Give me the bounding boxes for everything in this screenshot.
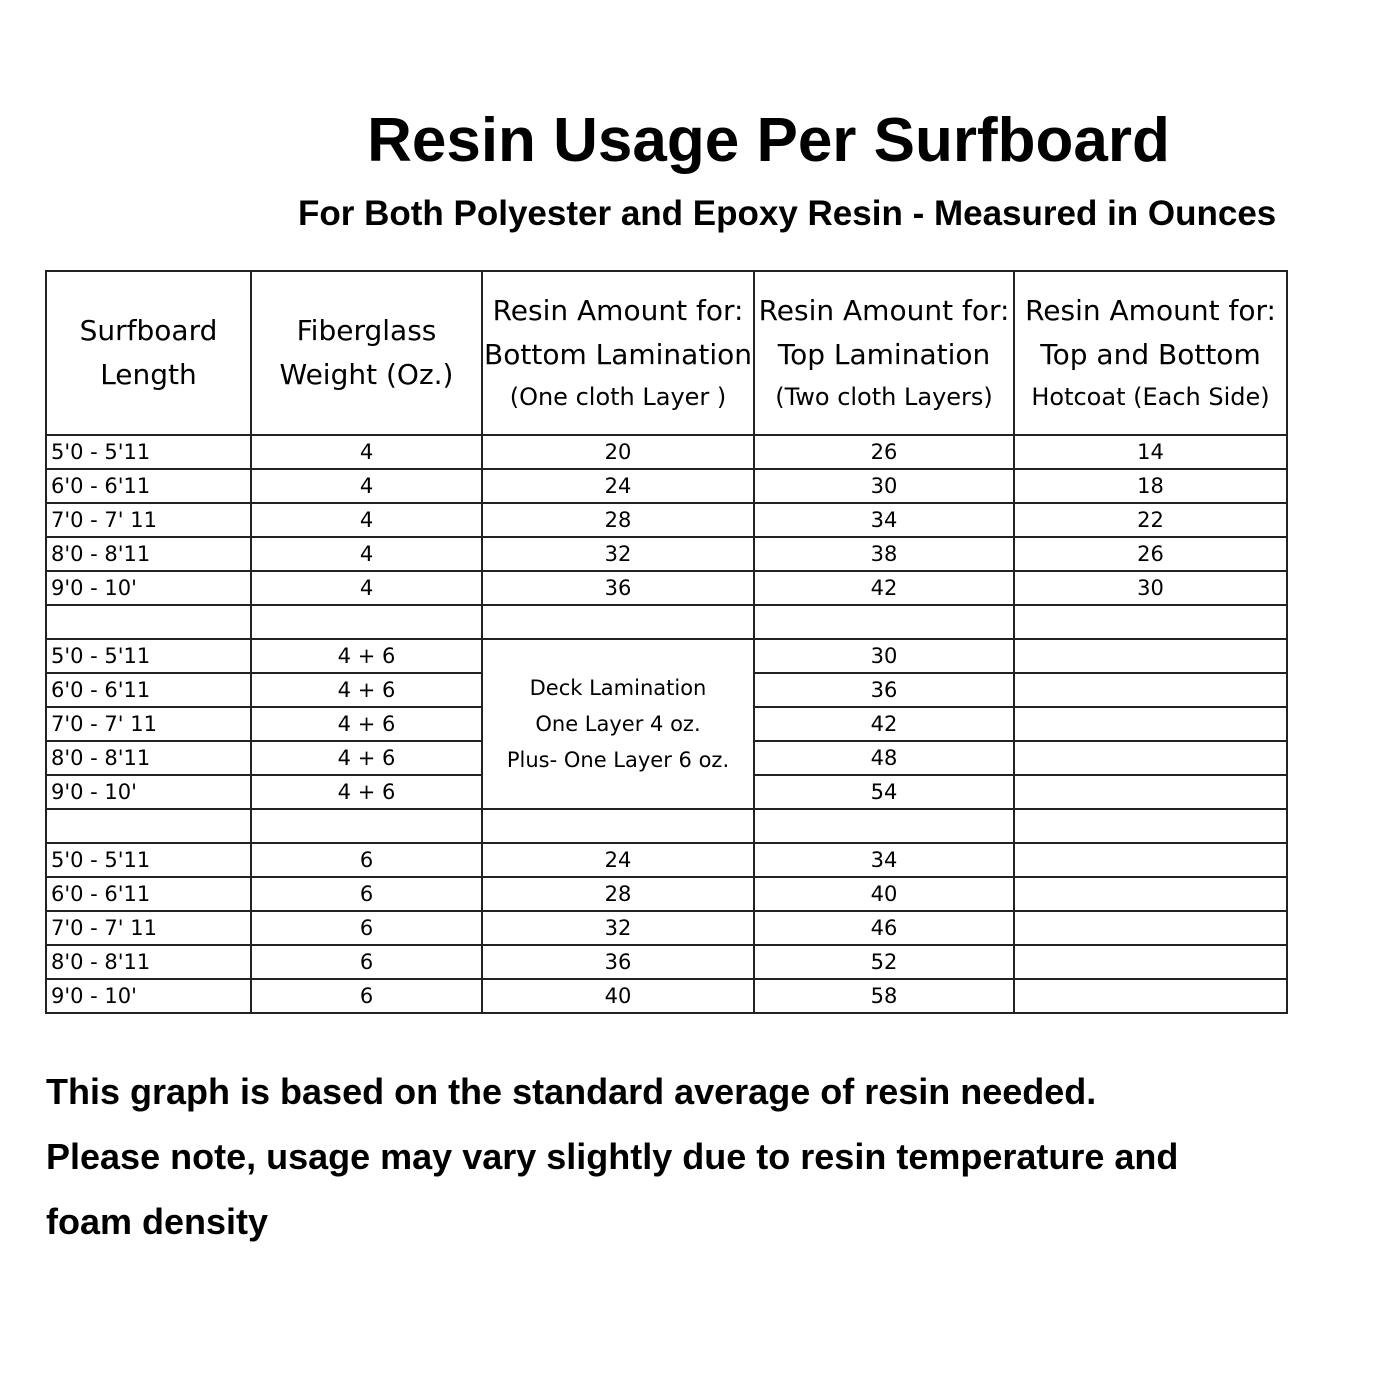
note-line-2: Please note, usage may vary slightly due to resin temperature and bbox=[46, 1136, 1179, 1177]
header-top-lamination bbox=[754, 271, 1014, 435]
table-row bbox=[46, 911, 1287, 945]
cell-weight: 4 bbox=[251, 435, 482, 469]
note-line-1: This graph is based on the standard average of resin needed. bbox=[46, 1071, 1097, 1112]
empty-cell bbox=[251, 809, 482, 843]
cell-length: 7'0 - 7' 11 bbox=[46, 707, 251, 741]
cell-hotcoat bbox=[1014, 775, 1287, 809]
cell-length: 6'0 - 6'11 bbox=[46, 469, 251, 503]
cell-weight: 4 + 6 bbox=[251, 707, 482, 741]
header-line: Weight (Oz.) bbox=[279, 358, 454, 391]
cell-hotcoat bbox=[1014, 877, 1287, 911]
cell-hotcoat: 30 bbox=[1014, 571, 1287, 605]
header-line: Resin Amount for: bbox=[492, 294, 744, 327]
cell-top-lamination: 42 bbox=[754, 571, 1014, 605]
cell-top-lamination: 30 bbox=[754, 469, 1014, 503]
cell-hotcoat bbox=[1014, 639, 1287, 673]
cell-hotcoat: 18 bbox=[1014, 469, 1287, 503]
deck-note-line: One Layer 4 oz. bbox=[535, 712, 701, 736]
cell-length: 6'0 - 6'11 bbox=[46, 877, 251, 911]
empty-cell bbox=[754, 605, 1014, 639]
header-line: Top and Bottom bbox=[1040, 338, 1261, 371]
header-surfboard-length bbox=[46, 271, 251, 435]
table-row bbox=[46, 877, 1287, 911]
cell-hotcoat bbox=[1014, 945, 1287, 979]
header-subline: (Two cloth Layers) bbox=[775, 383, 993, 411]
cell-bottom-lamination: 28 bbox=[482, 877, 754, 911]
cell-hotcoat bbox=[1014, 707, 1287, 741]
cell-hotcoat: 22 bbox=[1014, 503, 1287, 537]
header-line: Resin Amount for: bbox=[1025, 294, 1276, 327]
empty-cell bbox=[46, 809, 251, 843]
cell-weight: 4 bbox=[251, 571, 482, 605]
cell-bottom-lamination: 24 bbox=[482, 469, 754, 503]
table-row bbox=[46, 945, 1287, 979]
header-line: Resin Amount for: bbox=[758, 294, 1010, 327]
table-row bbox=[46, 537, 1287, 571]
cell-length: 8'0 - 8'11 bbox=[46, 537, 251, 571]
cell-top-lamination: 58 bbox=[754, 979, 1014, 1013]
cell-top-lamination: 52 bbox=[754, 945, 1014, 979]
deck-lamination-note bbox=[482, 639, 754, 809]
table-row bbox=[46, 843, 1287, 877]
cell-length: 5'0 - 5'11 bbox=[46, 639, 251, 673]
empty-cell bbox=[754, 809, 1014, 843]
header-line: Length bbox=[100, 358, 197, 391]
cell-hotcoat bbox=[1014, 673, 1287, 707]
cell-weight: 4 + 6 bbox=[251, 775, 482, 809]
page-title: Resin Usage Per Surfboard bbox=[367, 106, 1170, 175]
cell-bottom-lamination: 24 bbox=[482, 843, 754, 877]
table-row bbox=[46, 639, 1287, 673]
header-fiberglass-weight bbox=[251, 271, 482, 435]
cell-bottom-lamination: 32 bbox=[482, 911, 754, 945]
table-row bbox=[46, 979, 1287, 1013]
header-subline: Hotcoat (Each Side) bbox=[1031, 383, 1270, 411]
header-hotcoat bbox=[1014, 271, 1287, 435]
cell-length: 9'0 - 10' bbox=[46, 571, 251, 605]
cell-length: 8'0 - 8'11 bbox=[46, 741, 251, 775]
cell-weight: 4 bbox=[251, 503, 482, 537]
cell-length: 9'0 - 10' bbox=[46, 979, 251, 1013]
cell-bottom-lamination: 36 bbox=[482, 945, 754, 979]
empty-cell bbox=[1014, 809, 1287, 843]
cell-weight: 4 + 6 bbox=[251, 741, 482, 775]
cell-length: 7'0 - 7' 11 bbox=[46, 911, 251, 945]
deck-note-line: Plus- One Layer 6 oz. bbox=[506, 748, 730, 772]
deck-note-line: Deck Lamination bbox=[529, 676, 707, 700]
cell-weight: 6 bbox=[251, 979, 482, 1013]
cell-hotcoat bbox=[1014, 843, 1287, 877]
cell-length: 8'0 - 8'11 bbox=[46, 945, 251, 979]
header-line: Surfboard bbox=[79, 314, 218, 347]
cell-hotcoat bbox=[1014, 911, 1287, 945]
cell-length: 9'0 - 10' bbox=[46, 775, 251, 809]
cell-hotcoat bbox=[1014, 979, 1287, 1013]
empty-cell bbox=[1014, 605, 1287, 639]
cell-weight: 6 bbox=[251, 843, 482, 877]
cell-top-lamination: 34 bbox=[754, 843, 1014, 877]
table-row bbox=[46, 503, 1287, 537]
cell-length: 6'0 - 6'11 bbox=[46, 673, 251, 707]
cell-top-lamination: 38 bbox=[754, 537, 1014, 571]
cell-top-lamination: 36 bbox=[754, 673, 1014, 707]
cell-top-lamination: 30 bbox=[754, 639, 1014, 673]
spacer-row bbox=[46, 809, 1287, 843]
cell-top-lamination: 40 bbox=[754, 877, 1014, 911]
cell-length: 5'0 - 5'11 bbox=[46, 843, 251, 877]
header-line: Fiberglass bbox=[296, 314, 437, 347]
cell-weight: 6 bbox=[251, 945, 482, 979]
header-subline: (One cloth Layer ) bbox=[509, 383, 727, 411]
cell-bottom-lamination: 32 bbox=[482, 537, 754, 571]
cell-bottom-lamination: 20 bbox=[482, 435, 754, 469]
cell-top-lamination: 54 bbox=[754, 775, 1014, 809]
cell-weight: 4 bbox=[251, 469, 482, 503]
cell-top-lamination: 34 bbox=[754, 503, 1014, 537]
cell-length: 7'0 - 7' 11 bbox=[46, 503, 251, 537]
header-bottom-lamination bbox=[482, 271, 754, 435]
empty-cell bbox=[482, 809, 754, 843]
empty-cell bbox=[482, 605, 754, 639]
cell-weight: 6 bbox=[251, 911, 482, 945]
note-line-3: foam density bbox=[46, 1201, 269, 1242]
cell-bottom-lamination: 40 bbox=[482, 979, 754, 1013]
cell-bottom-lamination: 36 bbox=[482, 571, 754, 605]
cell-weight: 6 bbox=[251, 877, 482, 911]
table-header-row bbox=[46, 271, 1287, 435]
spacer-row bbox=[46, 605, 1287, 639]
cell-top-lamination: 46 bbox=[754, 911, 1014, 945]
cell-top-lamination: 42 bbox=[754, 707, 1014, 741]
cell-weight: 4 bbox=[251, 537, 482, 571]
page-subtitle: For Both Polyester and Epoxy Resin - Measured in Ounces bbox=[298, 194, 1277, 233]
header-line: Bottom Lamination bbox=[484, 338, 752, 371]
cell-hotcoat: 26 bbox=[1014, 537, 1287, 571]
cell-weight: 4 + 6 bbox=[251, 673, 482, 707]
cell-hotcoat bbox=[1014, 741, 1287, 775]
cell-top-lamination: 48 bbox=[754, 741, 1014, 775]
cell-top-lamination: 26 bbox=[754, 435, 1014, 469]
table-row bbox=[46, 435, 1287, 469]
cell-hotcoat: 14 bbox=[1014, 435, 1287, 469]
cell-bottom-lamination: 28 bbox=[482, 503, 754, 537]
resin-usage-table bbox=[45, 270, 1288, 1014]
empty-cell bbox=[251, 605, 482, 639]
table-row bbox=[46, 571, 1287, 605]
empty-cell bbox=[46, 605, 251, 639]
table-row bbox=[46, 469, 1287, 503]
cell-length: 5'0 - 5'11 bbox=[46, 435, 251, 469]
cell-weight: 4 + 6 bbox=[251, 639, 482, 673]
header-line: Top Lamination bbox=[777, 338, 991, 371]
